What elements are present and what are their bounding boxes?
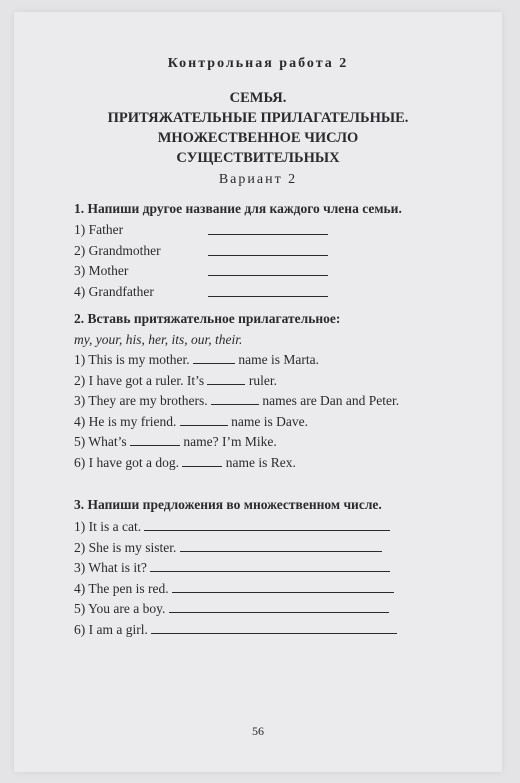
- item-text: 5) You are a boy.: [74, 601, 166, 616]
- task-1-item: [74, 282, 494, 303]
- task-2-item: [74, 432, 494, 453]
- item-text-before: 6) I have got a dog.: [74, 454, 179, 470]
- task-1-title: 1. Напиши другое название для каждого члена семьи.: [74, 201, 402, 216]
- fill-in-blank[interactable]: [180, 412, 228, 426]
- item-text: 2) She is my sister.: [74, 539, 177, 555]
- answer-line[interactable]: [208, 261, 328, 276]
- answer-line[interactable]: [172, 578, 394, 593]
- task-2-item: [74, 371, 494, 392]
- item-text: 6) I am a girl.: [74, 621, 148, 637]
- item-text: 4) Grandfather: [74, 283, 154, 299]
- task-3-item: [74, 516, 494, 537]
- fill-in-blank[interactable]: [182, 453, 222, 467]
- task-2: [74, 308, 494, 473]
- task-3-item: [74, 557, 494, 578]
- fill-in-blank[interactable]: [130, 432, 180, 446]
- title-line: МНОЖЕСТВЕННОЕ ЧИСЛО: [157, 130, 359, 146]
- item-text-after: name? I’m Mike.: [183, 434, 277, 449]
- item-text: 2) Grandmother: [74, 242, 161, 258]
- item-text: 3) Mother: [74, 263, 129, 278]
- item-text-after: names are Dan and Peter.: [262, 393, 400, 408]
- variant-label: Вариант 2: [218, 172, 298, 187]
- task-2-item: [74, 453, 494, 474]
- main-title: [14, 88, 502, 168]
- task-1: [74, 198, 494, 302]
- answer-line[interactable]: [151, 619, 397, 634]
- item-text: 1) It is a cat.: [74, 519, 142, 534]
- item-text-before: 4) He is my friend.: [74, 413, 177, 429]
- title-line: ПРИТЯЖАТЕЛЬНЫЕ ПРИЛАГАТЕЛЬНЫЕ.: [107, 110, 409, 126]
- task-3: [74, 494, 494, 639]
- task-3-item: [74, 578, 494, 599]
- answer-line[interactable]: [208, 282, 328, 297]
- item-text: 3) What is it?: [74, 560, 147, 575]
- item-text-after: name is Marta.: [238, 352, 319, 367]
- answer-line[interactable]: [208, 220, 328, 235]
- task-2-item: [74, 391, 494, 412]
- task-3-item: [74, 619, 494, 640]
- task-2-title: 2. Вставь притяжательное прилагательное:: [74, 311, 341, 326]
- task-1-item: [74, 261, 494, 282]
- task-2-item: [74, 350, 494, 371]
- workbook-page: [14, 12, 502, 772]
- task-2-item: [74, 412, 494, 433]
- task-3-item: [74, 598, 494, 619]
- task-3-title: 3. Напиши предложения во множественном числе.: [74, 497, 382, 512]
- work-title: Контрольная работа 2: [167, 56, 349, 71]
- fill-in-blank[interactable]: [193, 350, 235, 364]
- task-2-options: my, your, his, her, its, our, their.: [74, 332, 243, 347]
- task-1-item: [74, 241, 494, 262]
- item-text-after: name is Rex.: [225, 454, 296, 470]
- fill-in-blank[interactable]: [207, 371, 245, 385]
- task-1-item: [74, 220, 494, 241]
- answer-line[interactable]: [169, 598, 389, 613]
- answer-line[interactable]: [144, 516, 390, 531]
- page-number: 56: [252, 724, 264, 738]
- item-text: 1) Father: [74, 222, 124, 237]
- item-text-before: 1) This is my mother.: [74, 352, 190, 367]
- title-line: СУЩЕСТВИТЕЛЬНЫХ: [176, 150, 340, 166]
- item-text-before: 3) They are my brothers.: [74, 393, 208, 408]
- item-text-before: 2) I have got a ruler. It’s: [74, 372, 205, 388]
- item-text-before: 5) What’s: [74, 434, 127, 449]
- answer-line[interactable]: [150, 557, 390, 572]
- item-text: 4) The pen is red.: [74, 580, 169, 596]
- item-text-after: ruler.: [248, 372, 277, 388]
- title-line: СЕМЬЯ.: [229, 90, 287, 106]
- item-text-after: name is Dave.: [231, 413, 308, 429]
- answer-line[interactable]: [180, 537, 382, 552]
- task-3-item: [74, 537, 494, 558]
- answer-line[interactable]: [208, 241, 328, 256]
- fill-in-blank[interactable]: [211, 391, 259, 405]
